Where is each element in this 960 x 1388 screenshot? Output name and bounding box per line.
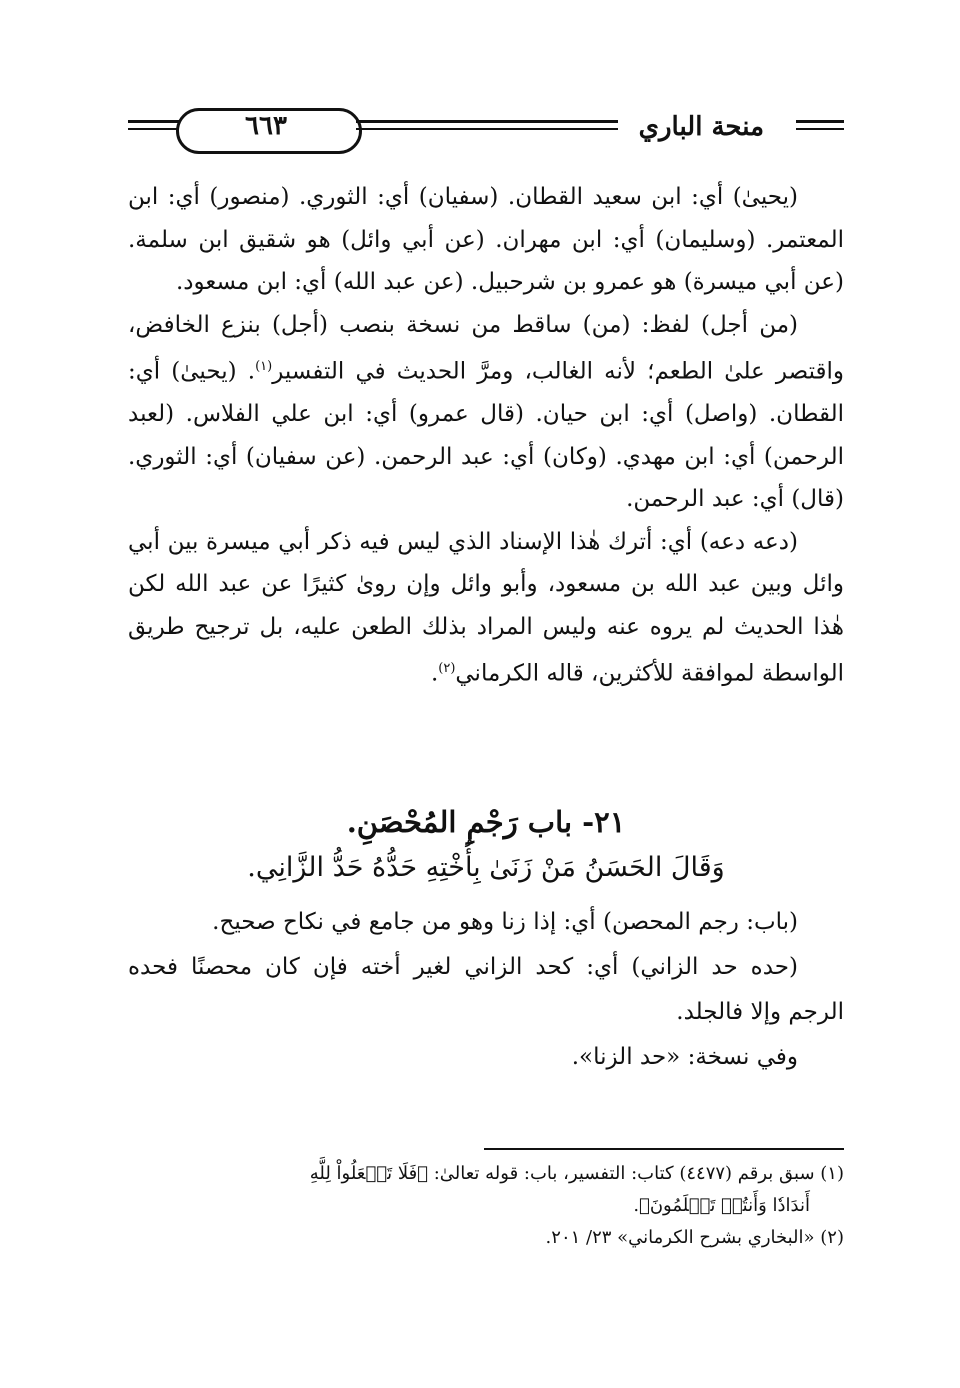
header-rule-right	[796, 120, 844, 123]
footnote-1-continued: أَندَادٗا وَأَنتُمۡ تَعۡلَمُونَ﴾.	[633, 1195, 810, 1216]
paragraph-hadd: (حده حد الزاني) أي: كحد الزاني لغير أخته فإن كان محصنًا فحده الرجم وإلا فالجلد.	[128, 954, 844, 1025]
header-rule-left	[128, 120, 180, 123]
paragraph-narrators: (يحيىٰ) أي: ابن سعيد القطان. (سفيان) أي: الثوري. (منصور) أي: ابن المعتمر. (وسليمان) أي: ابن مهران. (عن أبي وائل) هو شقيق ابن سلمة. (عن أبي ميسرة) هو عمرو بن شرحبيل. (عن عبد الله) أي: ابن مسعود.	[128, 184, 844, 295]
footnotes	[128, 1158, 844, 1254]
commentary-text	[128, 176, 844, 695]
chapter-heading: ٢١- باب رَجْمِ المُحْصَنِ.	[346, 805, 626, 839]
page-header	[128, 104, 844, 156]
paragraph-min-ajl-part2: . (يحيىٰ) أي: القطان. (واصل) أي: ابن حيان. (قال عمرو) أي: ابن علي الفلاس. (لعبد الرحمن) أي: ابن مهدي. (وكان) أي: عبد الرحمن. (عن سفيان) أي: الثوري. (قال) أي: عبد الرحمن.	[128, 358, 844, 513]
footnote-ref-1: (١)	[255, 359, 273, 374]
page-number: ٦٦٣	[245, 111, 287, 141]
footnote-separator	[484, 1148, 844, 1150]
paragraph-bab: (باب: رجم المحصن) أي: إذا زنا وهو من جامع في نكاح صحيح.	[212, 909, 798, 935]
paragraph-min-ajl	[128, 304, 844, 521]
paragraph-daahu-text: (دعه دعه) أي: أترك هٰذا الإسناد الذي ليس فيه ذكر أبي ميسرة بين أبي وائل وبين عبد الله بن مسعود، وأبو وائل وإن روىٰ كثيرًا عن عبد الله لكن هٰذا الحديث لم يروه عنه وليس المراد بذلك الطعن عليه، بل ترجيح طريق الواسطة لموافقة للأكثرين، قاله الكرماني	[128, 528, 844, 687]
chapter-quote: وَقَالَ الحَسَنُ مَنْ زَنَىٰ بِأُخْتِهِ حَدُّهُ حَدُّ الزَّانِي.	[247, 852, 725, 883]
footnote-ref-2: (٢)	[438, 661, 456, 677]
header-rule-left-lower	[128, 128, 180, 130]
running-title: منحة الباري	[638, 112, 764, 142]
paragraph-min-ajl-part1: (من أجل) لفظ: (من) ساقط من نسخة بنصب (أجل) بنزع الخافض، واقتصر علىٰ الطعم؛ لأنه الغالب، ومرَّ الحديث في التفسير	[128, 311, 844, 385]
paragraph-daahu-end: .	[430, 660, 439, 687]
footnote-2: (٢) «البخاري بشرح الكرماني» ٢٣/ ٢٠١.	[545, 1227, 844, 1248]
footnote-1: (١) سبق برقم (٤٤٧٧) كتاب: التفسير، باب: قوله تعالىٰ: ﴿فَلَا تَجۡعَلُواْ لِلَّهِ	[309, 1163, 844, 1184]
paragraph-daahu	[128, 521, 844, 696]
header-rule-right-lower	[796, 128, 844, 130]
header-rule-middle	[356, 120, 618, 123]
paragraph-nuskha: وفي نسخة: «حد الزنا».	[571, 1044, 798, 1070]
chapter-commentary	[128, 900, 844, 1080]
header-rule-middle-lower	[356, 128, 618, 130]
